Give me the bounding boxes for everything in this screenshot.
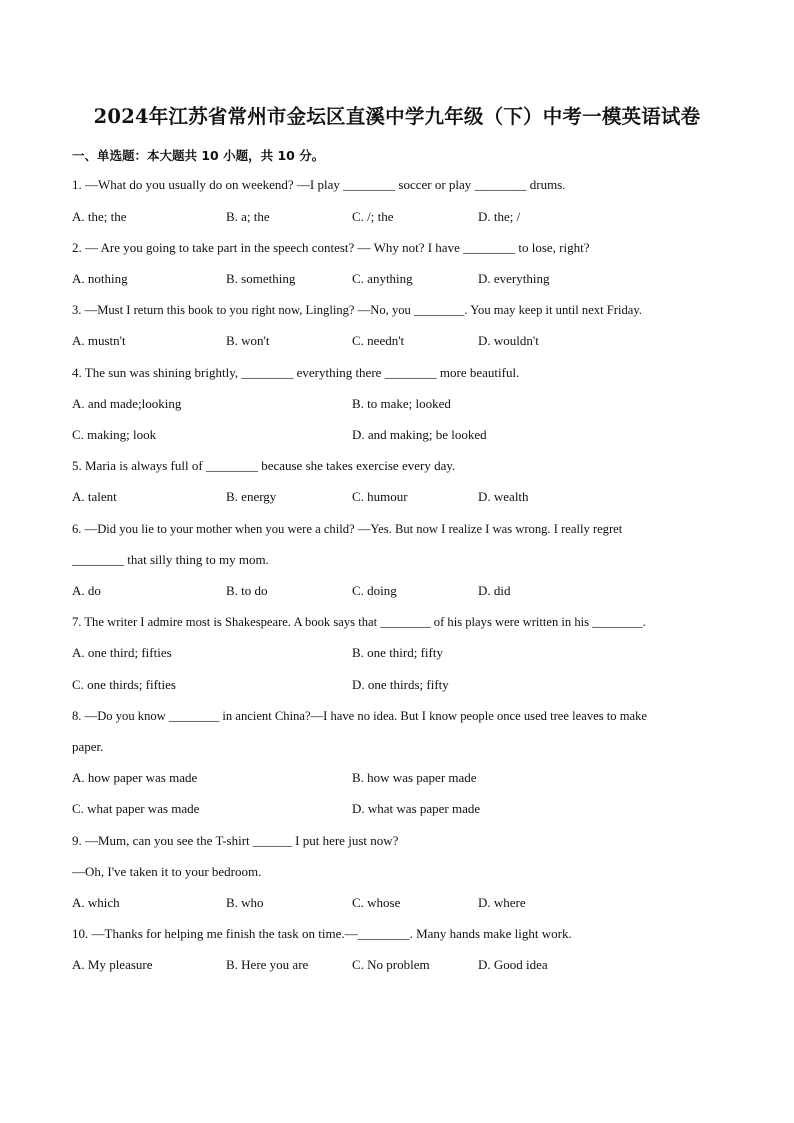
- q4-option-a: A. and made;looking: [72, 396, 182, 411]
- q4-option-b: B. to make; looked: [352, 396, 451, 411]
- q9-option-d: D. where: [478, 895, 526, 910]
- q2-option-c: C. anything: [352, 271, 413, 286]
- q3-option-a: A. mustn't: [72, 333, 126, 348]
- q1-option-c: C. /; the: [352, 209, 394, 224]
- q7-option-c: C. one thirds; fifties: [72, 677, 176, 692]
- question-5-stem: 5. Maria is always full of ________ because she takes exercise every day.: [72, 458, 456, 473]
- exam-title: 2024年江苏省常州市金坛区直溪中学九年级（下）中考一模英语试卷: [93, 105, 701, 128]
- question-3-stem: 3. —Must I return this book to you right now, Lingling? —No, you ________. You may keep it until next Friday.: [72, 303, 642, 317]
- q9-option-b: B. who: [226, 895, 264, 910]
- q8-option-b: B. how was paper made: [352, 770, 477, 785]
- q2-option-a: A. nothing: [72, 271, 128, 286]
- q7-option-a: A. one third; fifties: [72, 645, 172, 660]
- q5-option-a: A. talent: [72, 489, 117, 504]
- q9-option-a: A. which: [72, 895, 120, 910]
- q7-option-d: D. one thirds; fifty: [352, 677, 449, 692]
- q3-option-b: B. won't: [226, 333, 270, 348]
- q1-option-b: B. a; the: [226, 209, 270, 224]
- q7-option-b: B. one third; fifty: [352, 645, 443, 660]
- q6-option-b: B. to do: [226, 583, 268, 598]
- q5-option-d: D. wealth: [478, 489, 529, 504]
- q8-option-a: A. how paper was made: [72, 770, 198, 785]
- question-9-stem-cont: —Oh, I've taken it to your bedroom.: [72, 864, 262, 879]
- section-heading: 一、单选题：本大题共 10 小题，共 10 分。: [72, 148, 325, 163]
- question-4-stem: 4. The sun was shining brightly, ________ everything there ________ more beautiful.: [72, 365, 520, 380]
- q3-option-c: C. needn't: [352, 333, 405, 348]
- q4-option-c: C. making; look: [72, 427, 157, 442]
- question-9-stem: 9. —Mum, can you see the T-shirt ______ I put here just now?: [72, 833, 399, 848]
- q2-option-b: B. something: [226, 271, 296, 286]
- q1-option-a: A. the; the: [72, 209, 127, 224]
- q10-option-c: C. No problem: [352, 957, 430, 972]
- q10-option-b: B. Here you are: [226, 957, 309, 972]
- q2-option-d: D. everything: [478, 271, 550, 286]
- q8-option-c: C. what paper was made: [72, 801, 200, 816]
- question-8-stem-cont: paper.: [72, 739, 104, 754]
- q6-option-c: C. doing: [352, 583, 397, 598]
- q10-option-a: A. My pleasure: [72, 957, 153, 972]
- question-2-stem: 2. — Are you going to take part in the speech contest? — Why not? I have ________ to lose, right?: [72, 240, 590, 255]
- q5-option-b: B. energy: [226, 489, 277, 504]
- q8-option-d: D. what was paper made: [352, 801, 481, 816]
- question-6-stem-cont: ________ that silly thing to my mom.: [72, 552, 269, 567]
- q5-option-c: C. humour: [352, 489, 408, 504]
- q4-option-d: D. and making; be looked: [352, 427, 487, 442]
- q3-option-d: D. wouldn't: [478, 333, 539, 348]
- q6-option-a: A. do: [72, 583, 101, 598]
- question-6-stem: 6. —Did you lie to your mother when you were a child? —Yes. But now I realize I was wrong. I really regret: [72, 522, 623, 536]
- question-8-stem: 8. —Do you know ________ in ancient China?—I have no idea. But I know people once used tree leaves to make: [72, 709, 647, 723]
- q10-option-d: D. Good idea: [478, 957, 548, 972]
- question-10-stem: 10. —Thanks for helping me finish the task on time.—________. Many hands make light work.: [72, 926, 572, 941]
- q1-option-d: D. the; /: [478, 209, 521, 224]
- question-7-stem: 7. The writer I admire most is Shakespeare. A book says that ________ of his plays were written in his ________.: [72, 615, 646, 629]
- q6-option-d: D. did: [478, 583, 511, 598]
- q9-option-c: C. whose: [352, 895, 401, 910]
- question-1-stem: 1. —What do you usually do on weekend? —I play ________ soccer or play ________ drums.: [72, 177, 566, 192]
